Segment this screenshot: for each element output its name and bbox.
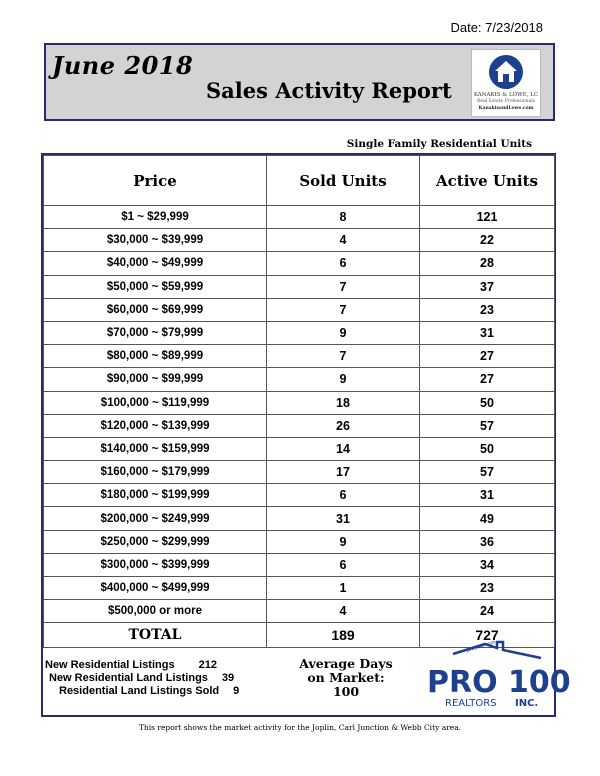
table-row — [44, 368, 555, 391]
cell-price: $70,000 ~ $79,999 — [44, 321, 267, 344]
table-row — [44, 321, 555, 344]
cell-sold: 6 — [267, 252, 420, 275]
total-active: 727 — [420, 623, 555, 648]
kanakis-lowe-logo — [471, 49, 541, 117]
cell-active: 36 — [420, 530, 555, 553]
cell-sold: 4 — [267, 229, 420, 252]
cell-sold: 31 — [267, 507, 420, 530]
cell-price: $300,000 ~ $399,999 — [44, 553, 267, 576]
report-header — [44, 43, 555, 121]
column-header-active: Active Units — [420, 156, 555, 206]
pro100-realtors: REALTORS — [445, 698, 497, 709]
table-row — [44, 577, 555, 600]
table-row — [44, 252, 555, 275]
table-body — [44, 206, 555, 648]
cell-price: $200,000 ~ $249,999 — [44, 507, 267, 530]
table-row — [44, 530, 555, 553]
total-sold: 189 — [267, 623, 420, 648]
cell-active: 50 — [420, 437, 555, 460]
table-row — [44, 229, 555, 252]
cell-sold: 9 — [267, 321, 420, 344]
pro100-inc: INC. — [515, 698, 539, 709]
report-subtitle: Single Family Residential Units — [346, 138, 532, 150]
cell-sold: 14 — [267, 437, 420, 460]
cell-price: $100,000 ~ $119,999 — [44, 391, 267, 414]
cell-sold: 8 — [267, 206, 420, 229]
table-row — [44, 553, 555, 576]
sales-table-container — [41, 153, 571, 717]
cell-sold: 6 — [267, 484, 420, 507]
cell-sold: 1 — [267, 577, 420, 600]
table-row — [44, 461, 555, 484]
report-footnote: This report shows the market activity for the Joplin, Carl Junction & Webb City area. — [138, 723, 462, 732]
report-title: Sales Activity Report — [206, 78, 452, 103]
table-row — [44, 484, 555, 507]
report-date: Date: 7/23/2018 — [450, 20, 543, 35]
logo-url: KanakisandLowe.com — [478, 106, 534, 111]
cell-active: 49 — [420, 507, 555, 530]
table-row — [44, 345, 555, 368]
pro100-brand: PRO 100 — [427, 665, 571, 700]
cell-price: $1 ~ $29,999 — [44, 206, 267, 229]
new-residential-listings: New Residential Listings 212 — [45, 659, 217, 671]
cell-sold: 7 — [267, 298, 420, 321]
table-row — [44, 275, 555, 298]
table-row — [44, 206, 555, 229]
table-row — [44, 391, 555, 414]
table-row — [44, 507, 555, 530]
table-header-row — [44, 156, 555, 206]
cell-active: 22 — [420, 229, 555, 252]
house-icon — [488, 54, 524, 90]
cell-price: $30,000 ~ $39,999 — [44, 229, 267, 252]
cell-active: 50 — [420, 391, 555, 414]
cell-active: 27 — [420, 345, 555, 368]
cell-sold: 4 — [267, 600, 420, 623]
cell-price: $500,000 or more — [44, 600, 267, 623]
logo-tagline: Real Estate Professionals — [477, 99, 535, 104]
cell-price: $60,000 ~ $69,999 — [44, 298, 267, 321]
listings-summary — [45, 659, 239, 698]
cell-active: 24 — [420, 600, 555, 623]
cell-sold: 26 — [267, 414, 420, 437]
cell-sold: 7 — [267, 275, 420, 298]
cell-price: $40,000 ~ $49,999 — [44, 252, 267, 275]
cell-sold: 9 — [267, 530, 420, 553]
table-row — [44, 298, 555, 321]
cell-sold: 18 — [267, 391, 420, 414]
table-row — [44, 437, 555, 460]
cell-sold: 17 — [267, 461, 420, 484]
cell-price: $140,000 ~ $159,999 — [44, 437, 267, 460]
cell-price: $250,000 ~ $299,999 — [44, 530, 267, 553]
report-month: June 2018 — [52, 51, 194, 80]
cell-active: 57 — [420, 461, 555, 484]
cell-sold: 6 — [267, 553, 420, 576]
cell-price: $400,000 ~ $499,999 — [44, 577, 267, 600]
sales-table — [43, 155, 555, 648]
total-label: TOTAL — [44, 623, 267, 648]
land-listings-sold: Residential Land Listings Sold 9 — [59, 685, 240, 697]
cell-sold: 7 — [267, 345, 420, 368]
cell-price: $180,000 ~ $199,999 — [44, 484, 267, 507]
cell-active: 27 — [420, 368, 555, 391]
pro100-logo — [423, 636, 571, 716]
cell-active: 31 — [420, 484, 555, 507]
table-row — [44, 414, 555, 437]
cell-active: 31 — [420, 321, 555, 344]
column-header-price: Price — [44, 156, 267, 206]
cell-price: $80,000 ~ $89,999 — [44, 345, 267, 368]
new-land-listings: New Residential Land Listings 39 — [49, 672, 235, 684]
cell-price: $160,000 ~ $179,999 — [44, 461, 267, 484]
cell-price: $120,000 ~ $139,999 — [44, 414, 267, 437]
cell-active: 23 — [420, 577, 555, 600]
cell-price: $90,000 ~ $99,999 — [44, 368, 267, 391]
logo-company-name: KANAKIS & LOWE, LC — [473, 92, 539, 98]
cell-active: 121 — [420, 206, 555, 229]
cell-sold: 9 — [267, 368, 420, 391]
cell-price: $50,000 ~ $59,999 — [44, 275, 267, 298]
pro100-url: pro100.com — [465, 639, 497, 654]
table-row — [44, 600, 555, 623]
summary-section — [43, 624, 571, 717]
column-header-sold: Sold Units — [267, 156, 420, 206]
cell-active: 37 — [420, 275, 555, 298]
average-days-on-market: Average Days on Market: 100 — [299, 656, 393, 699]
cell-active: 57 — [420, 414, 555, 437]
cell-active: 34 — [420, 553, 555, 576]
cell-active: 23 — [420, 298, 555, 321]
cell-active: 28 — [420, 252, 555, 275]
